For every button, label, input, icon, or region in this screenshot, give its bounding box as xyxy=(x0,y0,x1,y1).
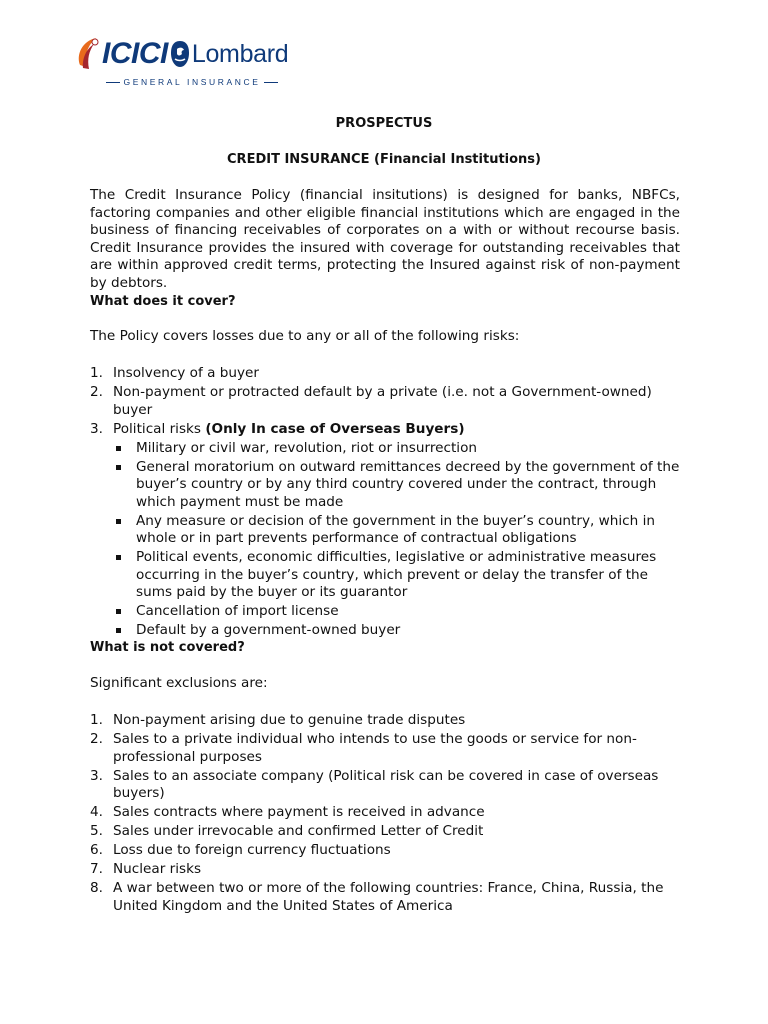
list-item-number: 4. xyxy=(90,804,103,820)
list-item-number: 8. xyxy=(90,880,103,896)
list-item-number: 1. xyxy=(90,712,103,728)
icici-swoosh-icon xyxy=(74,35,100,73)
not-covered-heading: What is not covered? xyxy=(90,640,245,655)
list-item xyxy=(90,823,680,841)
tagline-rule-right xyxy=(264,82,278,83)
list-item-number: 3. xyxy=(90,767,103,784)
tagline-rule-left xyxy=(106,82,120,83)
list-item-text: Sales contracts where payment is received in advance xyxy=(113,804,485,820)
overseas-buyers-note: (Only In case of Overseas Buyers) xyxy=(205,420,465,437)
list-item-number: 6. xyxy=(90,842,103,858)
lion-emblem-icon xyxy=(169,39,191,69)
intro-paragraph: The Credit Insurance Policy (financial insitutions) is designed for banks, NBFCs, factoring companies and other eligible financial institutions which are engaged in the business of financing receivables of corporates on a with or without recourse basis. Credit Insurance provides the insured with coverage for outstanding receivables that are within approved credit terms, protecting the Insured against risk of non-payment by debtors. xyxy=(90,187,680,291)
list-item-number: 5. xyxy=(90,823,103,839)
logo-brand-icici: ICICI xyxy=(102,37,168,70)
list-item xyxy=(90,365,680,383)
cover-heading: What does it cover? xyxy=(90,294,236,309)
bullet-item: Cancellation of import license xyxy=(113,603,680,621)
tagline-text: GENERAL INSURANCE xyxy=(123,77,261,87)
bullet-item: General moratorium on outward remittances decreed by the government of the buyer’s country or by any third country covered under the contract, through which payment must be made xyxy=(113,459,680,512)
bullet-item: Military or civil war, revolution, riot or insurrection xyxy=(113,440,680,458)
company-logo xyxy=(74,34,289,90)
bullet-item: Default by a government-owned buyer xyxy=(113,622,680,640)
list-item xyxy=(90,712,680,730)
list-item-text: Non-payment or protracted default by a private (i.e. not a Government-owned) buyer xyxy=(113,384,652,418)
bullet-item: Any measure or decision of the government in the buyer’s country, which in whole or in part prevents performance of contractual obligations xyxy=(113,513,680,548)
cover-lead: The Policy covers losses due to any or all of the following risks: xyxy=(90,328,520,344)
document-title: PROSPECTUS xyxy=(335,116,433,131)
logo-wordmark xyxy=(74,34,288,74)
political-risks-bullets xyxy=(113,440,680,640)
list-item-text: Sales to a private individual who intends to use the goods or service for non-professional purposes xyxy=(113,731,637,765)
cover-list xyxy=(90,365,680,640)
list-item-number: 1. xyxy=(90,365,103,381)
not-covered-lead: Significant exclusions are: xyxy=(90,675,268,691)
list-item xyxy=(90,842,680,860)
list-item xyxy=(90,861,680,879)
list-item xyxy=(90,421,680,640)
list-item-text: Political risks xyxy=(113,420,201,437)
cover-list-container xyxy=(90,365,680,641)
logo-brand-lombard: Lombard xyxy=(191,40,289,68)
list-item-text: Sales to an associate company (Political risk can be covered in case of overseas buyers) xyxy=(113,767,659,801)
list-item-number: 2. xyxy=(90,731,103,747)
list-item-number: 2. xyxy=(90,384,103,400)
logo-tagline xyxy=(106,75,278,89)
list-item xyxy=(90,880,680,915)
list-item-text: Insolvency of a buyer xyxy=(113,365,259,381)
bullet-item: Political events, economic difficulties, legislative or administrative measures occurring in the buyer’s country, which prevent or delay the transfer of the sums paid by the buyer or its guarantor xyxy=(113,549,680,602)
list-item-text: Loss due to foreign currency fluctuations xyxy=(113,842,391,858)
list-item xyxy=(90,731,680,766)
list-item xyxy=(90,768,680,803)
list-item-text: A war between two or more of the following countries: France, China, Russia, the United Kingdom and the United States of America xyxy=(113,880,664,914)
list-item-text: Nuclear risks xyxy=(113,861,202,877)
list-item-text: Non-payment arising due to genuine trade disputes xyxy=(113,712,466,728)
list-item xyxy=(90,384,680,419)
exclusions-list-container xyxy=(90,712,680,917)
list-item-number: 3. xyxy=(90,420,103,437)
list-item-text: Sales under irrevocable and confirmed Letter of Credit xyxy=(113,823,484,839)
list-item-number: 7. xyxy=(90,861,103,877)
document-subtitle: CREDIT INSURANCE (Financial Institutions) xyxy=(227,152,541,167)
list-item xyxy=(90,804,680,822)
exclusions-list xyxy=(90,712,680,915)
